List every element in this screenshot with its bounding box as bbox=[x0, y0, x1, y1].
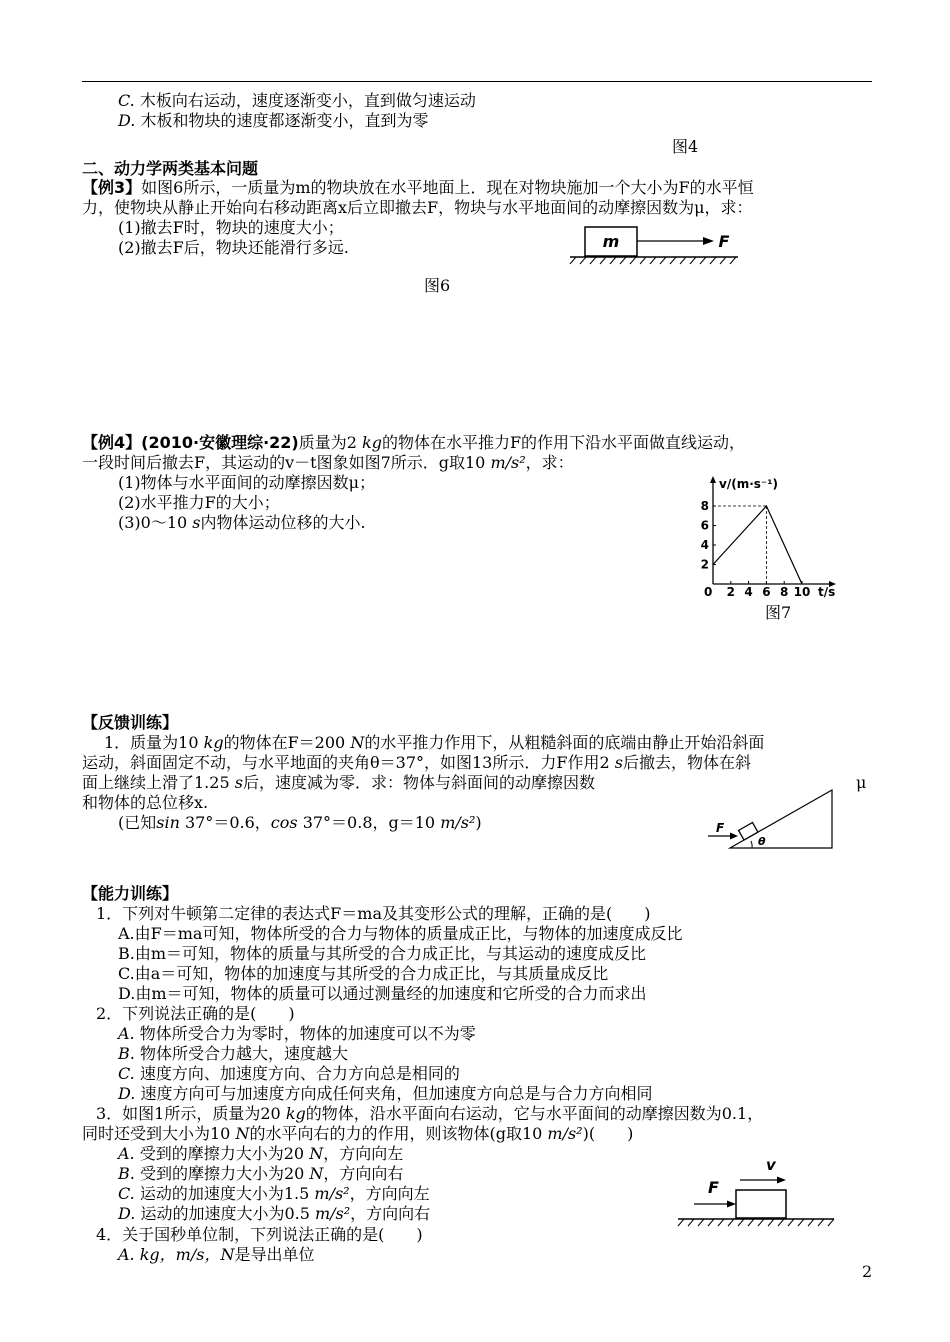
ability-q2-option-a: A. 物体所受合力为零时，物体的加速度可以不为零 bbox=[118, 1024, 476, 1043]
x-tick-label: 2 bbox=[726, 585, 735, 599]
unit: m/s² bbox=[314, 1204, 351, 1223]
figure-1-block-diagram bbox=[674, 1150, 838, 1228]
example3-question-1: (1)撤去F时，物块的速度大小； bbox=[118, 218, 344, 237]
y-tick-label: 2 bbox=[700, 557, 709, 572]
unit: s bbox=[234, 773, 243, 792]
ability-q2-option-b: B. 物体所受合力越大，速度越大 bbox=[118, 1044, 348, 1063]
unit: s bbox=[614, 753, 623, 772]
force-label: F bbox=[716, 821, 725, 835]
example-tag: 【例3】 bbox=[82, 178, 142, 197]
ability-q3-line2: 同时还受到大小为10 N的水平向右的力的作用，则该物体(g取10 m/s²)( ) bbox=[82, 1124, 634, 1143]
force-label: F bbox=[708, 1178, 719, 1197]
ability-q3-line1: 3．如图1所示，质量为20 kg的物体，沿水平面向右运动，它与水平面间的动摩擦因数为0.1， bbox=[96, 1104, 764, 1123]
option-label: C. bbox=[118, 1184, 135, 1203]
example-text: 如图6所示，一质量为m的物块放在水平地面上．现在对物块施加一个大小为F的水平恒 bbox=[141, 178, 754, 197]
angle-label: θ bbox=[758, 835, 766, 848]
unit: m/s² bbox=[440, 813, 476, 832]
figure-7-vt-chart bbox=[700, 476, 850, 604]
option-label: C. bbox=[118, 91, 135, 110]
ability-q2-option-c: C. 速度方向、加速度方向、合力方向总是相同的 bbox=[118, 1064, 460, 1083]
feedback-line1: 1．质量为10 kg的物体在F＝200 N的水平推力作用下，从粗糙斜面的底端由静止开始沿斜面 bbox=[104, 733, 765, 752]
figure-caption: 图4 bbox=[672, 137, 699, 156]
example4-line1: 【例4】(2010·安徽理综·22)质量为2 kg的物体在水平推力F的作用下沿水平面做直线运动， bbox=[82, 433, 746, 452]
x-tick-label: 10 bbox=[793, 585, 811, 599]
ground-hatch bbox=[678, 1219, 834, 1226]
ability-q4-option-a: A. kg，m/s，N是导出单位 bbox=[118, 1245, 315, 1264]
option-d bbox=[118, 111, 428, 131]
ability-q4-stem: 4．关于国秒单位制，下列说法正确的是( ) bbox=[96, 1225, 423, 1244]
ability-q1-stem: 1．下列对牛顿第二定律的表达式F＝ma及其变形公式的理解，正确的是( ) bbox=[96, 904, 651, 923]
ability-heading: 【能力训练】 bbox=[82, 884, 179, 903]
ability-q3-option-c: C. 运动的加速度大小为1.5 m/s²，方向向左 bbox=[118, 1184, 430, 1203]
unit: m/s² bbox=[547, 1124, 583, 1143]
mu-symbol: μ bbox=[856, 773, 867, 792]
header-rule bbox=[82, 81, 872, 82]
page-number: 2 bbox=[862, 1262, 873, 1281]
ability-q3-option-d: D. 运动的加速度大小为0.5 m/s²，方向向右 bbox=[118, 1204, 431, 1223]
force-label: F bbox=[718, 232, 730, 251]
cos-function: cos bbox=[270, 813, 298, 832]
ability-q1-option-d: D.由m＝可知，物体的质量可以通过测量经的加速度和它所受的合力而求出 bbox=[118, 984, 647, 1003]
feedback-line3: 面上继续上滑了1.25 s后，速度减为零．求：物体与斜面间的动摩擦因数 bbox=[82, 773, 595, 792]
y-axis-arrow bbox=[710, 476, 716, 483]
ability-q3-option-b: B. 受到的摩擦力大小为20 N，方向向右 bbox=[118, 1164, 404, 1183]
option-label: B. bbox=[118, 1044, 135, 1063]
arrow-head bbox=[727, 1201, 736, 1208]
chart-guides bbox=[713, 506, 766, 584]
y-tick-label: 6 bbox=[700, 518, 709, 533]
option-label: A. bbox=[118, 1245, 135, 1264]
option-label: D. bbox=[118, 111, 136, 130]
figure-6-block-diagram bbox=[568, 222, 740, 266]
unit: m/s² bbox=[490, 453, 526, 472]
unit: kg bbox=[285, 1104, 306, 1123]
ground-hatch bbox=[570, 257, 736, 264]
arrow-head bbox=[703, 237, 714, 245]
ability-q3-option-a: A. 受到的摩擦力大小为20 N，方向向左 bbox=[118, 1144, 404, 1163]
example3-question-2: (2)撤去F后，物块还能滑行多远. bbox=[118, 238, 349, 257]
x-tick-label: 0 bbox=[704, 585, 713, 599]
unit: kg bbox=[203, 733, 224, 752]
option-text: 木板和物块的速度都逐渐变小，直到为零 bbox=[140, 111, 429, 130]
figure-caption: 图6 bbox=[424, 276, 451, 295]
example-tag: 【例4】 bbox=[82, 433, 142, 452]
unit: m/s² bbox=[314, 1184, 350, 1203]
unit: N bbox=[309, 1144, 324, 1163]
feedback-line2: 运动，斜面固定不动，与水平地面的夹角θ＝37°，如图13所示．力F作用2 s后撤去，物体在斜 bbox=[82, 753, 751, 772]
block-label: m bbox=[602, 232, 620, 251]
section-heading: 二、动力学两类基本问题 bbox=[82, 159, 259, 178]
example3-line2: 力，使物块从静止开始向右移动距离x后立即撤去F，物块与水平地面间的动摩擦因数为μ，求： bbox=[82, 198, 753, 217]
feedback-line4: 和物体的总位移x. bbox=[82, 793, 209, 812]
y-tick-label: 8 bbox=[700, 499, 709, 513]
option-text: 木板向右运动，速度逐渐变小，直到做匀速运动 bbox=[139, 91, 476, 110]
ability-q1-option-a: A.由F＝ma可知，物体所受的合力与物体的质量成正比，与物体的加速度成反比 bbox=[118, 924, 683, 943]
ability-q2-stem: 2．下列说法正确的是( ) bbox=[96, 1004, 295, 1023]
x-tick-label: 8 bbox=[780, 585, 789, 599]
unit: N bbox=[309, 1164, 324, 1183]
arrow-head bbox=[777, 1177, 786, 1184]
x-tick-label: 4 bbox=[744, 585, 753, 599]
ability-q2-option-d: D. 速度方向可与加速度方向成任何夹角，但加速度方向总是与合力方向相同 bbox=[118, 1084, 653, 1103]
option-c bbox=[118, 91, 476, 111]
ability-q1-option-c: C.由a＝可知，物体的加速度与其所受的合力成正比，与其质量成反比 bbox=[118, 964, 609, 983]
example3-line1 bbox=[82, 178, 754, 198]
example4-question-3: (3)0～10 s内物体运动位移的大小. bbox=[118, 513, 366, 532]
option-label: A. bbox=[118, 1144, 135, 1163]
unit: N bbox=[235, 1124, 250, 1143]
unit: kg bbox=[362, 433, 382, 452]
y-tick-label: 4 bbox=[700, 538, 709, 552]
arrow-head bbox=[730, 833, 738, 840]
sin-function: sin bbox=[156, 813, 180, 832]
option-label: D. bbox=[118, 1084, 136, 1103]
ability-q1-option-b: B.由m＝可知，物体的质量与其所受的合力成正比，与其运动的速度成反比 bbox=[118, 944, 647, 963]
figure-caption: 图7 bbox=[765, 603, 792, 622]
incline-figure bbox=[700, 786, 860, 852]
example4-line2: 一段时间后撤去F，其运动的v－t图象如图7所示．g取10 m/s²，求： bbox=[82, 453, 574, 472]
feedback-heading: 【反馈训练】 bbox=[82, 713, 179, 732]
unit: N bbox=[350, 733, 365, 752]
option-label: B. bbox=[118, 1164, 135, 1183]
example4-question-2: (2)水平推力F的大小； bbox=[118, 493, 280, 512]
example4-question-1: (1)物体与水平面间的动摩擦因数μ； bbox=[118, 473, 376, 492]
feedback-line5: (已知sin 37°＝0.6，cos 37°＝0.8，g＝10 m/s²) bbox=[118, 813, 482, 832]
unit: kg，m/s，N bbox=[139, 1245, 235, 1264]
vt-series-line bbox=[713, 506, 802, 584]
option-label: C. bbox=[118, 1064, 135, 1083]
x-tick-label: 6 bbox=[762, 585, 771, 599]
option-label: D. bbox=[118, 1204, 136, 1223]
option-label: A. bbox=[118, 1024, 135, 1043]
velocity-label: v bbox=[766, 1156, 776, 1174]
x-axis-label: t/s bbox=[818, 585, 836, 599]
example-source: (2010·安徽理综·22) bbox=[141, 433, 299, 452]
unit: s bbox=[192, 513, 201, 532]
y-axis-label: v/(m·s⁻¹) bbox=[719, 477, 778, 491]
block bbox=[736, 1190, 786, 1218]
